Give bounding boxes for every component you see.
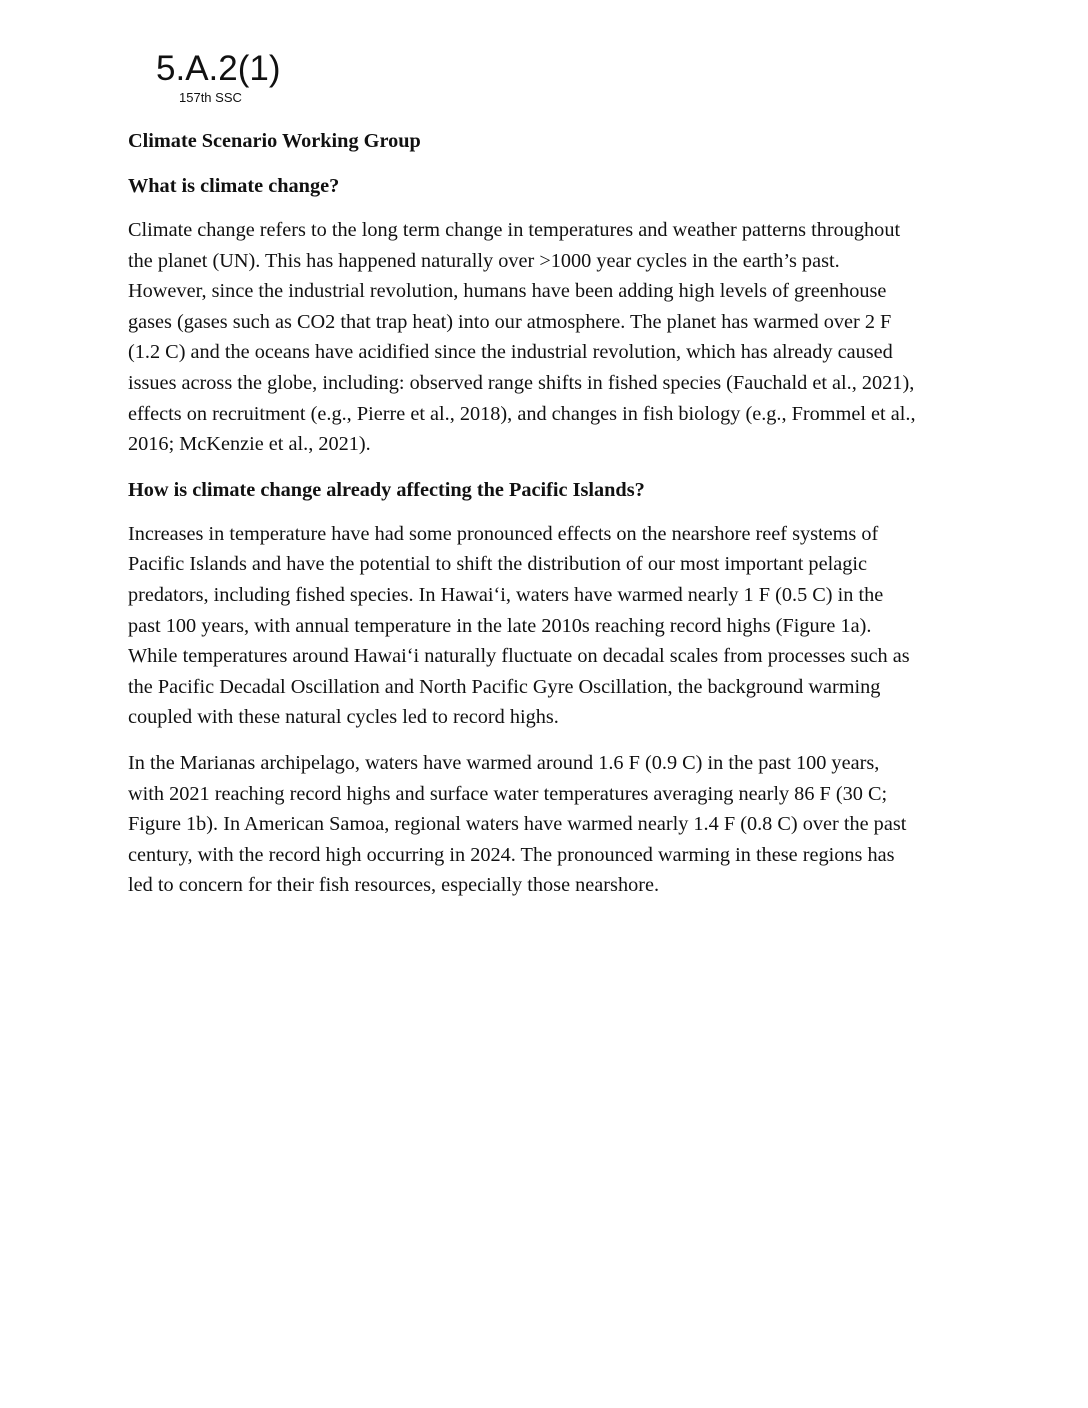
paragraph-line: However, since the industrial revolution, humans have been adding high levels of greenhouse bbox=[128, 280, 887, 303]
paragraph-line: effects on recruitment (e.g., Pierre et al., 2018), and changes in fish biology (e.g., Frommel et al., bbox=[128, 402, 916, 425]
paragraph-marianas-samoa-warming bbox=[128, 748, 968, 901]
section-heading-what-is-climate-change: What is climate change? bbox=[128, 175, 340, 197]
paragraph-line: Climate change refers to the long term change in temperatures and weather patterns throughout bbox=[128, 219, 901, 241]
paragraph-line: gases (gases such as CO2 that trap heat) into our atmosphere. The planet has warmed over 2 F bbox=[128, 310, 892, 333]
paragraph-climate-change-definition bbox=[128, 215, 968, 460]
paragraph-line: with 2021 reaching record highs and surface water temperatures averaging nearly 86 F (30 C; bbox=[128, 782, 888, 805]
paragraph-line: issues across the globe, including: observed range shifts in fished species (Fauchald et al., 2021), bbox=[128, 371, 915, 394]
paragraph-line: past 100 years, with annual temperature in the late 2010s reaching record highs (Figure 1a). bbox=[128, 614, 872, 637]
paragraph-line: Pacific Islands and have the potential to shift the distribution of our most important pelagic bbox=[128, 553, 867, 576]
paragraph-line: coupled with these natural cycles led to record highs. bbox=[128, 706, 559, 729]
paragraph-line: predators, including fished species. In Hawai‘i, waters have warmed nearly 1 F (0.5 C) in the bbox=[128, 583, 884, 606]
paragraph-line: Increases in temperature have had some pronounced effects on the nearshore reef systems of bbox=[128, 522, 879, 545]
document-body bbox=[128, 128, 968, 901]
paragraph-line: While temperatures around Hawai‘i naturally fluctuate on decadal scales from processes such as bbox=[128, 645, 910, 668]
section-heading-pacific-islands: How is climate change already affecting the Pacific Islands? bbox=[128, 478, 645, 501]
paragraph-line: In the Marianas archipelago, waters have warmed around 1.6 F (0.9 C) in the past 100 years, bbox=[128, 751, 880, 774]
document-id: 5.A.2(1) bbox=[156, 49, 281, 88]
paragraph-line: (1.2 C) and the oceans have acidified since the industrial revolution, which has already caused bbox=[128, 341, 893, 364]
meeting-label: 157th SSC bbox=[179, 90, 242, 105]
paragraph-line: Figure 1b). In American Samoa, regional waters have warmed nearly 1.4 F (0.8 C) over the past bbox=[128, 813, 907, 836]
paragraph-line: century, with the record high occurring in 2024. The pronounced warming in these regions has bbox=[128, 843, 895, 866]
document-title: Climate Scenario Working Group bbox=[128, 130, 421, 152]
paragraph-line: led to concern for their fish resources, especially those nearshore. bbox=[128, 874, 660, 897]
paragraph-line: the planet (UN). This has happened naturally over >1000 year cycles in the earth’s past. bbox=[128, 249, 840, 272]
paragraph-line: the Pacific Decadal Oscillation and North Pacific Gyre Oscillation, the background warming bbox=[128, 675, 881, 698]
paragraph-hawaii-warming bbox=[128, 519, 968, 733]
paragraph-line: 2016; McKenzie et al., 2021). bbox=[128, 433, 371, 456]
